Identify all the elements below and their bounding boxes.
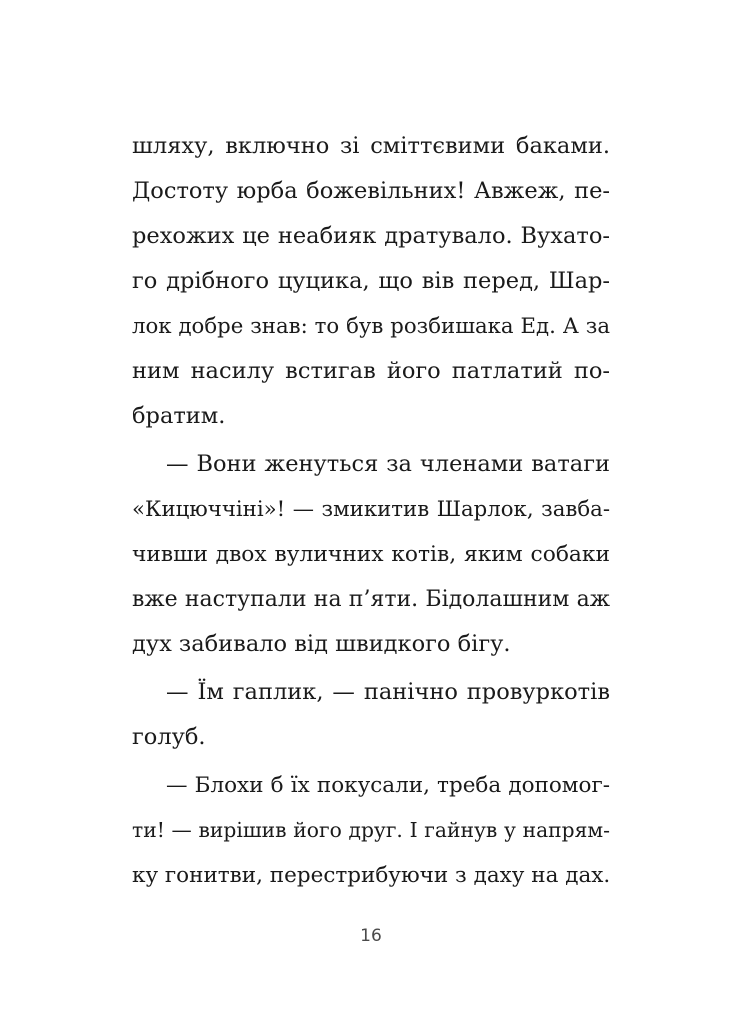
text-line: рехожих це неабияк дратувало. Вухато- (132, 223, 610, 249)
text-line: ним насилу встигав його патлатий по- (132, 358, 610, 384)
text-line: голуб. (132, 724, 206, 750)
text-line: братим. (132, 403, 226, 429)
text-line: — Вони женуться за членами ватаги (166, 451, 610, 477)
text-line: дух забивало від швидкого бігу. (132, 631, 511, 657)
text-line: — Їм гаплик, — панічно провуркотів (166, 679, 610, 705)
text-line: — Блохи б їх покусали, треба допомог- (166, 773, 610, 798)
text-line: чивши двох вуличних котів, яким собаки (132, 542, 610, 567)
body-text (132, 124, 610, 898)
text-line: го дрібного цуцика, що вів перед, Шар- (132, 268, 610, 294)
text-line: ти! — вирішив його друг. І гайнув у напрям- (132, 818, 610, 842)
text-line: лок добре знав: то був розбишака Ед. А за (132, 314, 610, 339)
text-line: шляху, включно зі сміттєвими баками. (132, 133, 610, 159)
text-line: Достоту юрба божевільних! Авжеж, пе- (132, 178, 610, 204)
text-line: «Кицюччіні»! — змикитив Шарлок, завба- (132, 497, 610, 522)
text-line: ку гонитви, перестрибуючи з даху на дах. (132, 863, 611, 888)
page-number: 16 (360, 926, 382, 946)
text-line: вже наступали на п’яти. Бідолашним аж (132, 587, 610, 612)
